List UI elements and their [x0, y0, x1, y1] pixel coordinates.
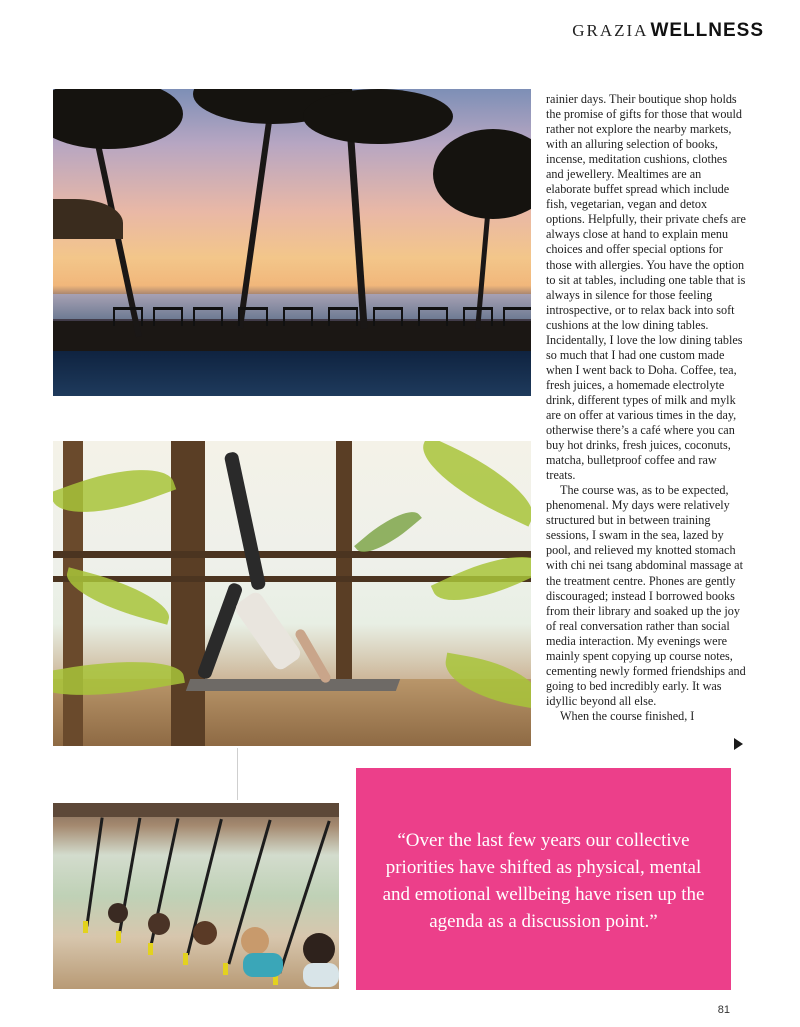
article-paragraph: The course was, as to be expected, phenomenal. My days were relatively structured but in between training sessions, I swam in the sea, lazed by pool, and relieved my knotted stomach with chi nei tsang abdominal massage at the treatment centre. Phones are gently discouraged; instead I borrowed books from their library and soaked up the joy of real conversation rather than social media interaction. My evenings were mainly spent copying up course notes, cementing newly formed friendships and going to bed incredibly early. It was idyllic beyond all else.: [546, 483, 746, 708]
suspension-training-photo: [53, 803, 339, 989]
pull-quote-box: [356, 768, 731, 990]
column-divider: [237, 748, 238, 800]
masthead: [572, 20, 764, 42]
continue-arrow-icon: [734, 738, 743, 750]
magazine-brand: GRAZIA: [572, 21, 649, 40]
article-paragraph: When the course finished, I: [560, 708, 695, 723]
pull-quote: “Over the last few years our collective priorities have shifted as physical, mental and emotional wellbeing have risen up the agenda as a discussion point.”: [382, 830, 705, 932]
yoga-pavilion-photo: [53, 441, 531, 746]
resort-sunset-photo: [53, 89, 531, 396]
page-number: 81: [717, 1004, 730, 1016]
section-title: WELLNESS: [650, 20, 764, 41]
article-body: [546, 92, 746, 724]
article-paragraph: rainier days. Their boutique shop holds the promise of gifts for those that would rather not explore the nearby markets, with an alluring selection of books, incense, meditation cushions, clothes and jewellery. Mealtimes are an elaborate buffet spread which include fish, vegetarian, vegan and detox options. Helpfully, their private chefs are always close at hand to explain menu choices and offer special options for those with allergies. You have the option to sit at tables, including one table that is always in silence for those feeling introspective, or to relax back into soft cushions at the low dining tables. Incidentally, I love the low dining tables so much that I had one custom made when I went back to Doha. Coffee, tea, fresh juices, a homemade electrolyte drink, different types of milk and mylk are on offer at various times in the day, otherwise there’s a café where you can buy hot drinks, fresh juices, coconuts, matcha, bulletproof coffee and raw treats.: [546, 92, 746, 483]
